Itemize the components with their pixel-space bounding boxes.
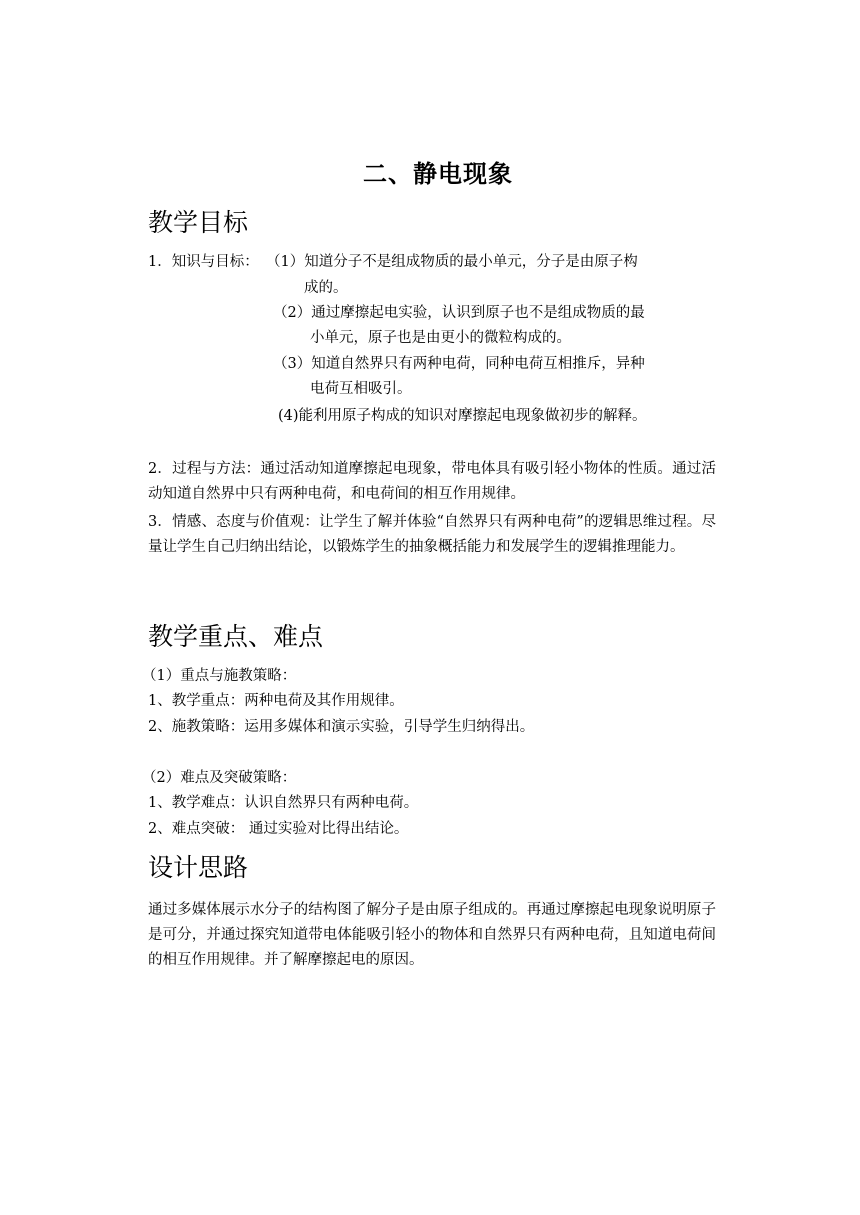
knowledge-item-2-line-2: 小单元，原子也是由更小的微粒构成的。 — [310, 330, 571, 346]
design-paragraph: 通过多媒体展示水分子的结构图了解分子是由原子组成的。再通过摩擦起电现象说明原子是可分，并通过探究知道带电体能吸引轻小的物体和自然界只有两种电荷，且知道电荷间的相互作用规律。并了解摩擦起电的原因。 — [148, 902, 716, 968]
key-point-item-2: 2、施教策略：运用多媒体和演示实验，引导学生归纳得出。 — [148, 719, 535, 735]
document-title: 二、静电现象 — [363, 160, 513, 188]
difficulty-item-1: 1、教学难点：认识自然界只有两种电荷。 — [148, 795, 419, 811]
key-point-item-1: 1、教学重点：两种电荷及其作用规律。 — [148, 693, 404, 709]
knowledge-item-1-line-1: （1）知道分子不是组成物质的最小单元，分子是由原子构 — [266, 254, 638, 270]
key-point-subtitle: （1）重点与施教策略： — [142, 668, 297, 684]
process-method-paragraph: 2．过程与方法：通过活动知道摩擦起电现象，带电体具有吸引轻小物体的性质。通过活动知道自然界中只有两种电荷，和电荷间的相互作用规律。 — [148, 461, 716, 502]
difficulty-item-2: 2、难点突破： 通过实验对比得出结论。 — [148, 821, 409, 837]
knowledge-item-3-line-1: （3）知道自然界只有两种电荷，同种电荷互相推斥，异种 — [273, 356, 645, 372]
section-heading-design: 设计思路 — [148, 853, 249, 882]
knowledge-item-4: (4)能利用原子构成的知识对摩擦起电现象做初步的解释。 — [278, 408, 647, 424]
section-heading-objectives: 教学目标 — [148, 208, 249, 237]
knowledge-label: 1．知识与目标： — [148, 254, 259, 270]
knowledge-item-2-line-1: （2）通过摩擦起电实验，认识到原子也不是组成物质的最 — [273, 305, 645, 321]
knowledge-item-3-line-2: 电荷互相吸引。 — [310, 381, 412, 397]
difficulty-subtitle: （2）难点及突破策略： — [142, 770, 297, 786]
section-heading-key-points: 教学重点、难点 — [148, 622, 324, 651]
knowledge-item-1-line-2: 成的。 — [304, 280, 348, 296]
attitude-values-paragraph: 3．情感、态度与价值观：让学生了解并体验“自然界只有两种电荷”的逻辑思维过程。尽量让学生自己归纳出结论，以锻炼学生的抽象概括能力和发展学生的逻辑推理能力。 — [148, 514, 716, 555]
